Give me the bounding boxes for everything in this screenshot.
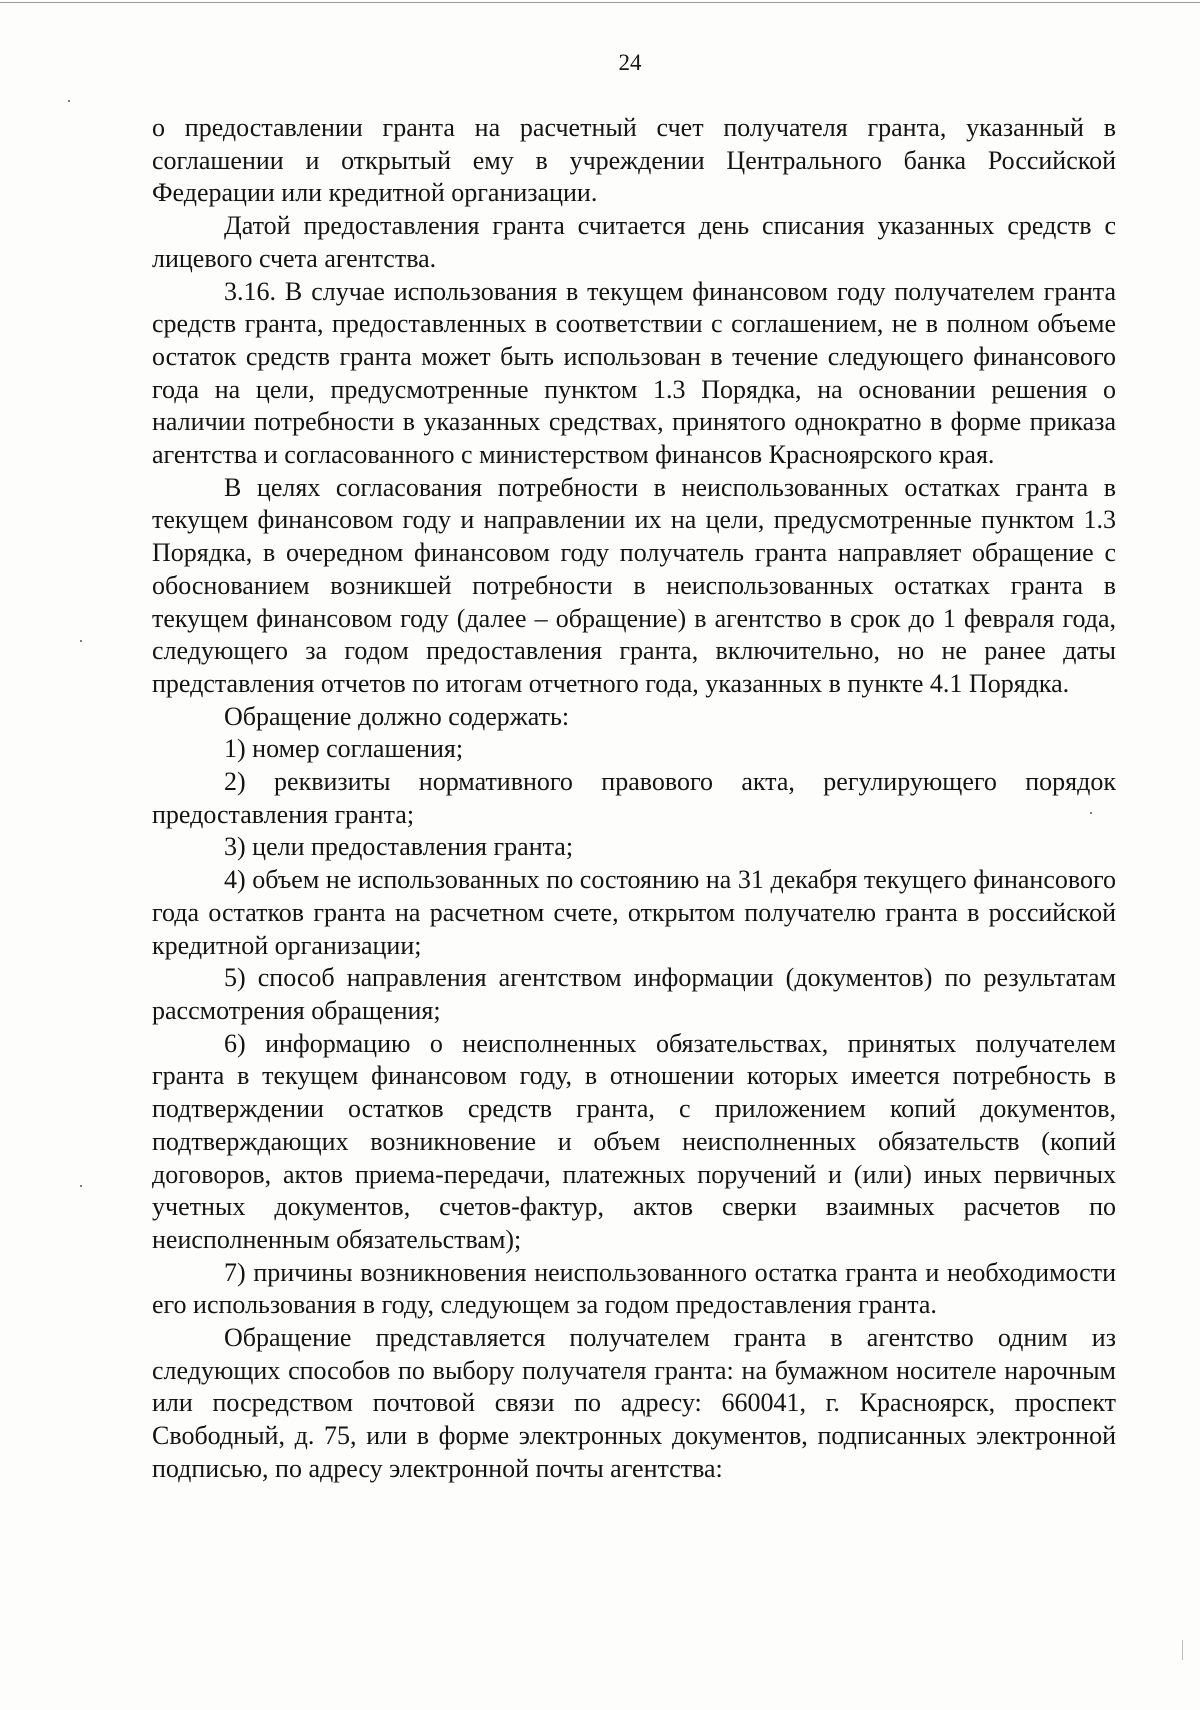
list-item-5: 5) способ направления агентством информации (документов) по результатам рассмотрения обращения; <box>152 963 1116 1025</box>
list-item-4: 4) объем не использованных по состоянию на 31 декабря текущего финансового года остатков гранта на расчетном счете, открытом получателю гранта в российской кредитной организации; <box>152 865 1116 960</box>
scan-edge-mark <box>1182 1640 1183 1660</box>
list-item-1: 1) номер соглашения; <box>224 734 464 764</box>
list-item-7: 7) причины возникновения неиспользованного остатка гранта и необходимости его использования в году, следующем за годом предоставления гранта. <box>152 1257 1116 1320</box>
scan-speck <box>68 100 70 102</box>
list-item-6: 6) информацию о неисполненных обязательствах, принятых получателем гранта в текущем финансовом году, в отношении которых имеется потребность в подтверждении остатков средств гранта, с приложением копий документов, подтверждающих возникновение и объем неисполненных обязательств (копий договоров, актов приема-передачи, платежных поручений и (или) иных первичных учетных документов, счетов-фактур, актов сверки взаимных расчетов по неисполненным обязательствам); <box>152 1028 1116 1254</box>
paragraph-approval-request: В целях согласования потребности в неиспользованных остатках гранта в текущем финансовом году и направлении их на цели, предусмотренные пунктом 1.3 Порядка, в очередном финансовом году получатель гранта направляет обращение с обоснованием возникшей потребности в неиспользованных остатках гранта в текущем финансовом году (далее – обращение) в агентство в срок до 1 февраля года, следующего за годом предоставления гранта, включительно, но не ранее даты представления отчетов по итогам отчетного года, указанных в пункте 4.1 Порядка. <box>152 472 1116 698</box>
list-item-3: 3) цели предоставления гранта; <box>224 832 574 862</box>
paragraph-submission-methods: Обращение представляется получателем гранта в агентство одним из следующих способов по выбору получателя гранта: на бумажном носителе нарочным или посредством почтовой связи по адресу: 660041, г. Красноярск, проспект Свободный, д. 75, или в форме электронных документов, подписанных электронной подписью, по адресу электронной почты агентства: <box>152 1323 1116 1483</box>
page-number: 24 <box>618 50 642 75</box>
paragraph-continuation: о предоставлении гранта на расчетный счет получателя гранта, указанный в соглашении и открытый ему в учреждении Центрального банка Российской Федерации или кредитной организации. <box>152 113 1116 208</box>
list-item-2: 2) реквизиты нормативного правового акта, регулирующего порядок предоставления гранта; <box>152 767 1116 829</box>
scan-speck <box>80 1185 82 1187</box>
paragraph-request-contents: Обращение должно содержать: <box>224 701 570 731</box>
scan-speck <box>80 640 82 642</box>
paragraph-grant-date: Датой предоставления гранта считается день списания указанных средств с лицевого счета агентства. <box>152 211 1116 273</box>
paragraph-3-16: 3.16. В случае использования в текущем финансовом году получателем гранта средств гранта, предоставленных в соответствии с соглашением, не в полном объеме остаток средств гранта может быть использован в течение следующего финансового года на цели, предусмотренные пунктом 1.3 Порядка, на основании решения о наличии потребности в указанных средствах, принятого однократно в форме приказа агентства и согласованного с министерством финансов Красноярского края. <box>152 276 1116 470</box>
document-body <box>152 112 1116 1486</box>
scan-speck <box>1090 812 1092 814</box>
scan-top-edge <box>0 2 1200 3</box>
